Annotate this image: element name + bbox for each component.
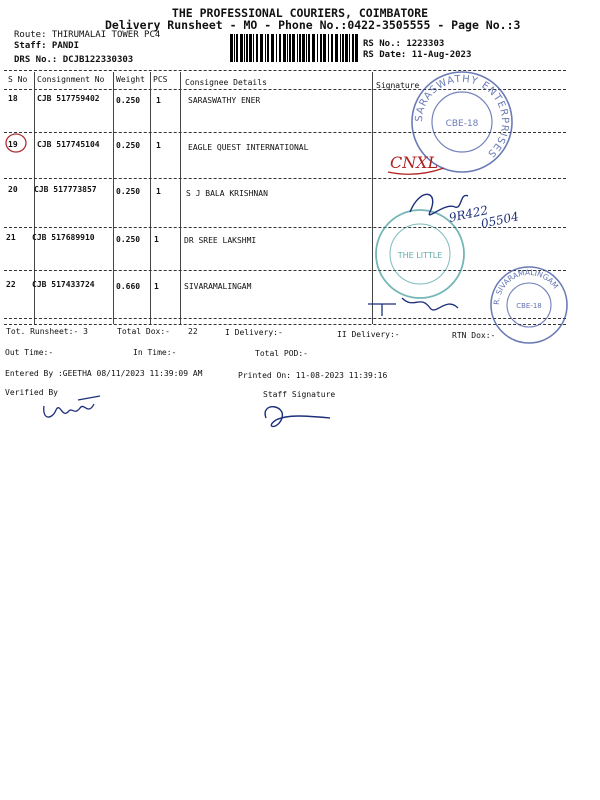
row-sno: 22: [6, 280, 16, 289]
row-consignee: SIVARAMALINGAM: [184, 282, 252, 291]
sivaramalingam-stamp-seal: [486, 262, 572, 348]
row-sno: 21: [6, 233, 16, 242]
row20-note-1: 9R422: [447, 203, 490, 225]
row-consignee: SARASWATHY ENER: [188, 96, 261, 105]
row-consignment: CJB 517773857: [34, 185, 97, 194]
stamp1-ring-text: SARASWATHY ENTERPRISES: [413, 73, 511, 160]
drs-number: DRS No.: DCJB122330303: [14, 55, 134, 65]
runsheet-subtitle: Delivery Runsheet - MO - Phone No.:0422-3505555 - Page No.:3: [105, 18, 521, 32]
col-header-consignee: Consignee Details: [185, 78, 267, 87]
total-dox-value: 22: [188, 327, 198, 336]
row-weight: 0.250: [116, 187, 141, 196]
in-time: In Time:-: [133, 348, 177, 357]
col-header-consignment: Consignment No: [37, 75, 105, 84]
rtn-dox: RTN Dox:-: [452, 331, 496, 340]
route-label: Route: THIRUMALAI TOWER PC4: [14, 30, 161, 40]
ii-delivery: II Delivery:-: [337, 330, 400, 339]
row-pcs: 1: [154, 282, 159, 291]
row-weight: 0.250: [116, 235, 141, 244]
table-bottom-rule: [4, 324, 566, 325]
i-delivery: I Delivery:-: [225, 328, 283, 337]
col-header-weight: Weight: [116, 75, 145, 84]
row-rule: [4, 178, 566, 179]
row-pcs: 1: [156, 141, 161, 150]
row-weight: 0.250: [116, 96, 141, 105]
row-weight: 0.250: [116, 141, 141, 150]
row-consignment: CJB 517745104: [37, 140, 100, 149]
rs-date: RS Date: 11-Aug-2023: [363, 50, 472, 60]
row-sno: 19: [8, 140, 18, 149]
row-pcs: 1: [156, 96, 161, 105]
row-sno: 20: [8, 185, 18, 194]
verified-by-label: Verified By: [5, 388, 58, 397]
row-weight: 0.660: [116, 282, 141, 291]
col-divider: [180, 72, 181, 324]
row-pcs: 1: [154, 235, 159, 244]
cancel-note-text: CNXL: [390, 153, 439, 172]
row-consignee: S J BALA KRISHNAN: [186, 189, 268, 198]
row-consignment: CJB 517689910: [32, 233, 95, 242]
row22-signature: [362, 290, 472, 320]
stamp3-ring-text: R. SIVARAMALINGAM: [491, 267, 561, 306]
row20-signature: [400, 182, 550, 234]
printed-on: Printed On: 11-08-2023 11:39:16: [238, 371, 388, 380]
row-pcs: 1: [156, 187, 161, 196]
verified-by-signature: [38, 394, 108, 424]
row-consignment: CJB 517759402: [37, 94, 100, 103]
row19-circle-mark: [4, 132, 28, 156]
row-rule: [4, 270, 566, 271]
company-title: THE PROFESSIONAL COURIERS, COIMBATORE: [171, 6, 429, 20]
row-consignee: EAGLE QUEST INTERNATIONAL: [188, 143, 309, 152]
col-header-sno: S No: [8, 75, 28, 84]
row-sno: 18: [8, 94, 18, 103]
col-divider: [113, 72, 114, 324]
total-pod: Total POD:-: [255, 349, 308, 358]
col-header-signature: Signature: [376, 81, 420, 90]
col-divider: [150, 72, 151, 324]
stamp2-text: THE LITTLE: [397, 251, 443, 260]
staff-signature-mark: [258, 398, 338, 434]
cancel-handwriting-mark: [386, 146, 448, 178]
staff-label: Staff: PANDI: [14, 41, 80, 51]
out-time: Out Time:-: [5, 348, 54, 357]
table-bottom-rule: [4, 318, 566, 319]
barcode-image: [230, 34, 358, 62]
row-consignee: DR SREE LAKSHMI: [184, 236, 257, 245]
stamp1-center-text: CBE-18: [445, 119, 479, 129]
total-dox-label: Total Dox:-: [117, 327, 170, 336]
row20-note-2: 05504: [479, 209, 520, 231]
rs-number: RS No.: 1223303: [363, 39, 445, 49]
col-header-pcs: PCS: [153, 75, 168, 84]
stamp3-center-text: CBE-18: [516, 302, 542, 310]
tot-runsheet: Tot. Runsheet:- 3: [6, 327, 88, 336]
entered-by: Entered By :GEETHA 08/11/2023 11:39:09 AM: [5, 369, 203, 378]
staff-signature-label: Staff Signature: [263, 390, 336, 399]
row-consignment: CJB 517433724: [32, 280, 95, 289]
